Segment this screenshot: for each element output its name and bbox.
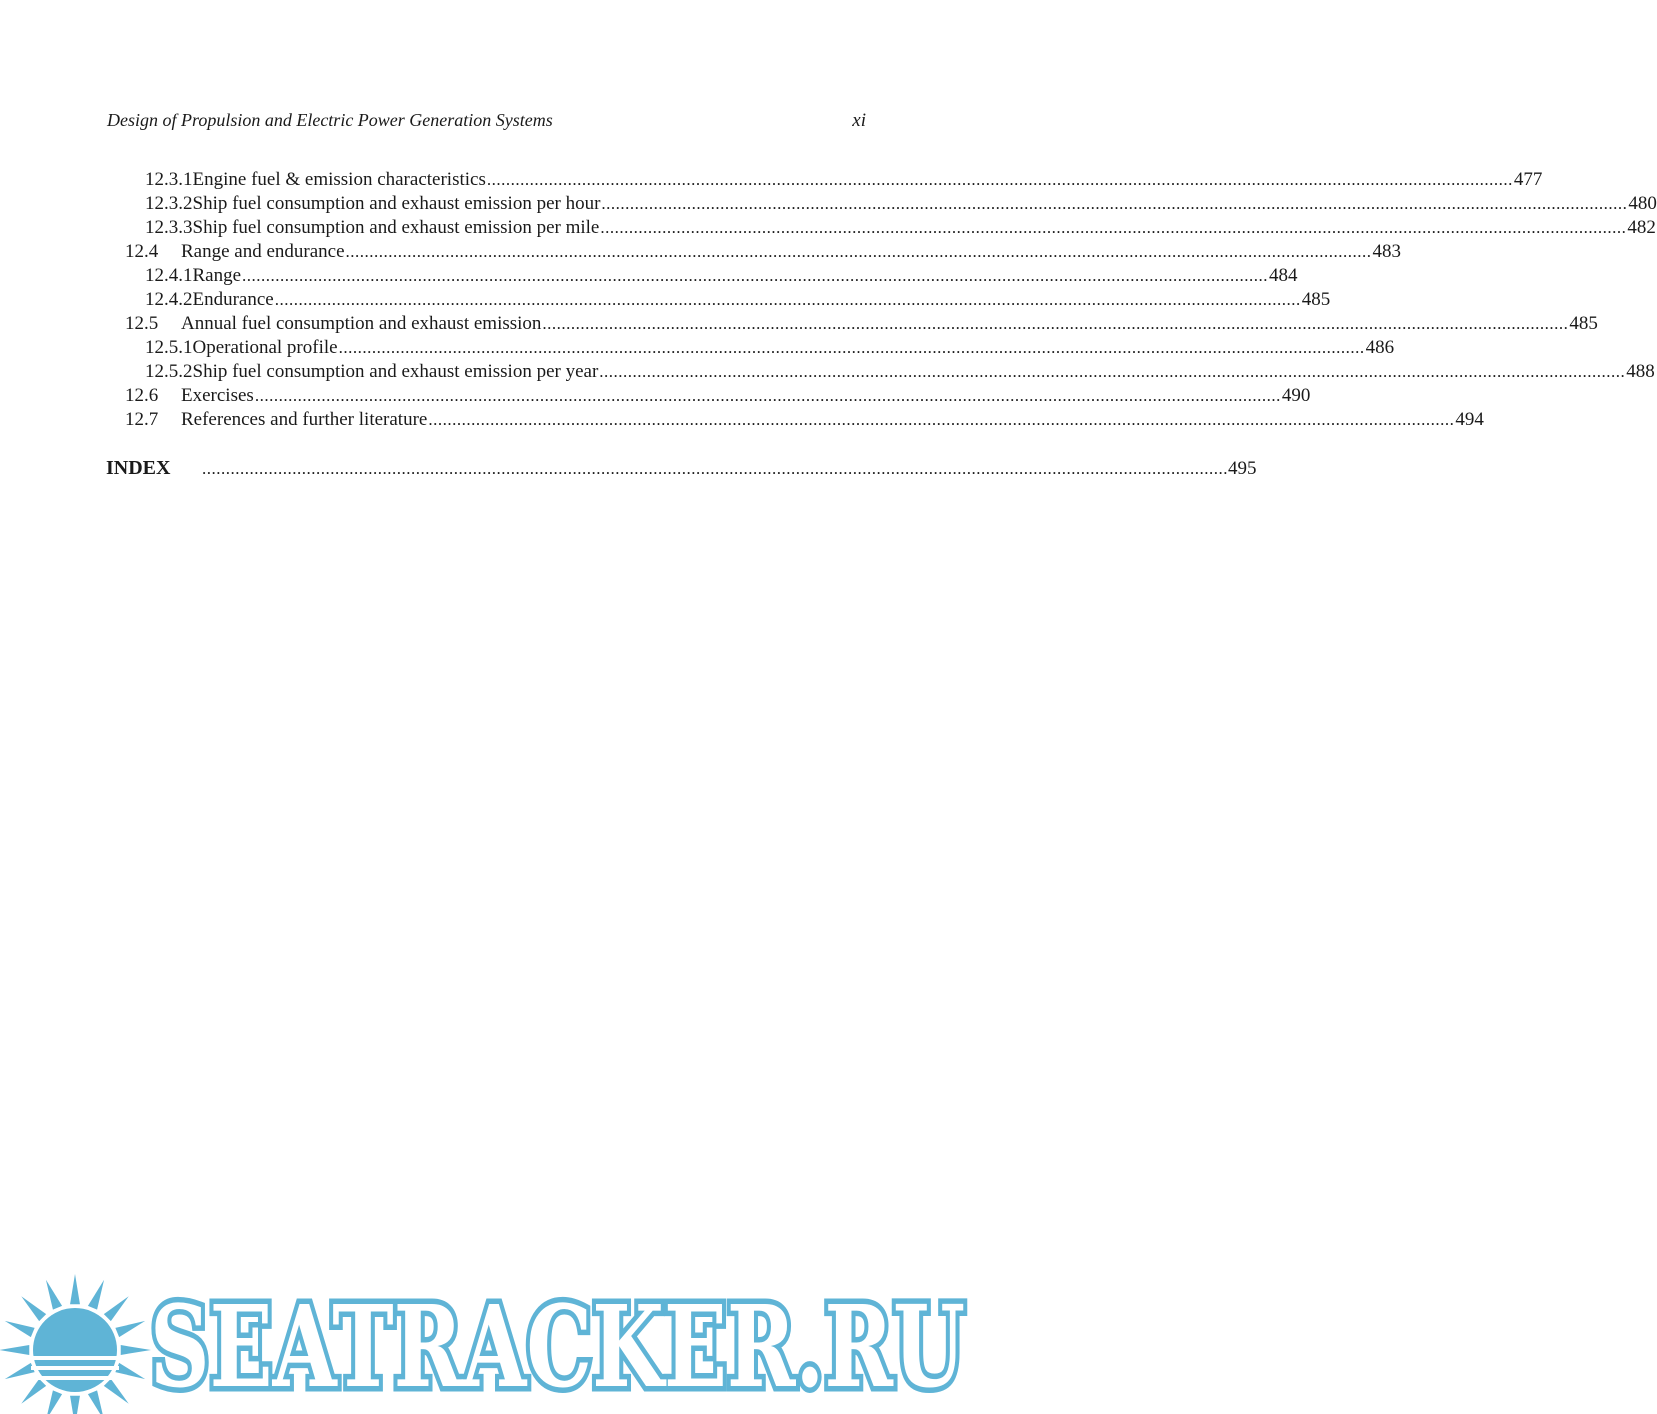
- dot-leader: [600, 216, 1626, 240]
- wave-line: [31, 1366, 119, 1370]
- toc-entry-page: 484: [1269, 265, 1298, 286]
- sun-ray: [104, 1296, 129, 1321]
- toc-entry-number: 12.5: [125, 313, 159, 334]
- sun-ray: [5, 1363, 35, 1379]
- toc-entry-number: 12.4: [125, 241, 159, 262]
- toc-entry-number: 12.5.1: [145, 337, 193, 358]
- sun-ray: [88, 1390, 104, 1414]
- sun-ray: [104, 1379, 129, 1404]
- toc-entry-12-4-1[interactable]: [145, 264, 1298, 288]
- toc-entry-title: Operational profile: [192, 337, 338, 358]
- toc-entry-number: 12.4.1: [145, 265, 193, 286]
- toc-entry-title: References and further literature: [181, 409, 428, 430]
- dot-leader: [339, 336, 1365, 360]
- toc-entry-12-4-2[interactable]: [145, 288, 1331, 312]
- book-title: Design of Propulsion and Electric Power Generation Systems: [107, 110, 553, 130]
- toc-entry-page: 480: [1628, 193, 1657, 214]
- toc-entry-page: 490: [1281, 385, 1311, 406]
- toc-entry-12-5-1[interactable]: [145, 336, 1395, 360]
- dot-leader: [202, 456, 1228, 482]
- dot-leader: [242, 264, 1268, 288]
- sun-ray: [115, 1363, 145, 1379]
- toc-entry-page: 486: [1365, 337, 1395, 358]
- toc-entry-title: Ship fuel consumption and exhaust emission per hour: [192, 193, 601, 214]
- page-number: xi: [852, 110, 866, 131]
- toc-entry-12-5[interactable]: [125, 312, 1598, 336]
- toc-entry-page: 477: [1513, 169, 1543, 190]
- toc-entry-12-3-2[interactable]: [145, 192, 1657, 216]
- sun-ray: [46, 1390, 62, 1414]
- toc-entry-number: 12.6: [125, 385, 159, 406]
- toc-entry-title: Ship fuel consumption and exhaust emission per mile: [192, 217, 600, 238]
- toc-entry-page: 482: [1627, 217, 1656, 238]
- toc-entry-12-3-3[interactable]: [145, 216, 1656, 240]
- index-title: INDEX: [106, 457, 171, 479]
- toc-entry-page: 485: [1301, 289, 1331, 310]
- toc-entry-number: 12.3.2: [145, 193, 193, 214]
- dot-leader: [542, 312, 1568, 336]
- toc-entry-title: Endurance: [192, 289, 274, 310]
- sun-ray: [121, 1345, 151, 1355]
- sun-ray: [0, 1345, 29, 1355]
- sun-ray: [70, 1396, 80, 1414]
- toc-entry-title: Range: [192, 265, 242, 286]
- dot-leader: [428, 408, 1454, 432]
- wave-line: [31, 1356, 119, 1360]
- toc-entry-title: Range and endurance: [181, 241, 345, 262]
- toc-entry-page: 488: [1626, 361, 1655, 382]
- running-head: [107, 110, 866, 134]
- toc-entry-page: 494: [1455, 409, 1484, 430]
- wave-line: [31, 1376, 119, 1380]
- toc-entry-title: Exercises: [181, 385, 254, 406]
- watermark-text: SEATRACKER.RU: [150, 1282, 965, 1413]
- dot-leader: [255, 384, 1281, 408]
- toc-entry-number: 12.7: [125, 409, 159, 430]
- dot-leader: [275, 288, 1301, 312]
- dot-leader: [601, 192, 1627, 216]
- index-page: 495: [1228, 458, 1257, 479]
- toc-entry-page: 483: [1372, 241, 1402, 262]
- dot-leader: [487, 168, 1513, 192]
- toc-entry-number: 12.4.2: [145, 289, 193, 310]
- sun-icon: [0, 1274, 151, 1414]
- toc-entry-12-4[interactable]: [125, 240, 1402, 264]
- toc-entry-page: 485: [1569, 313, 1598, 334]
- dot-leader: [346, 240, 1372, 264]
- toc-entry-title: Annual fuel consumption and exhaust emission: [181, 313, 542, 334]
- toc-entry-12-5-2[interactable]: [145, 360, 1655, 384]
- toc-entry-title: Ship fuel consumption and exhaust emission per year: [192, 361, 599, 382]
- toc-entry-number: 12.3.1: [145, 169, 193, 190]
- sun-ray: [46, 1280, 62, 1310]
- toc-entry-12-7[interactable]: [125, 408, 1484, 432]
- toc-entry-title: Engine fuel & emission characteristics: [192, 169, 486, 190]
- sun-ray: [5, 1321, 35, 1337]
- toc-entry-12-6[interactable]: [125, 384, 1311, 408]
- sun-ray: [70, 1274, 80, 1304]
- dot-leader: [599, 360, 1625, 384]
- toc-entry-12-3-1[interactable]: [145, 168, 1543, 192]
- sun-ray: [88, 1280, 104, 1310]
- sun-ray: [21, 1296, 46, 1321]
- toc-entry-number: 12.5.2: [145, 361, 193, 382]
- sun-ray: [115, 1321, 145, 1337]
- sun-ray: [21, 1379, 46, 1404]
- watermark-logo: [0, 1262, 979, 1414]
- toc-entry-number: 12.3.3: [145, 217, 193, 238]
- toc-entry-index[interactable]: [106, 455, 1257, 481]
